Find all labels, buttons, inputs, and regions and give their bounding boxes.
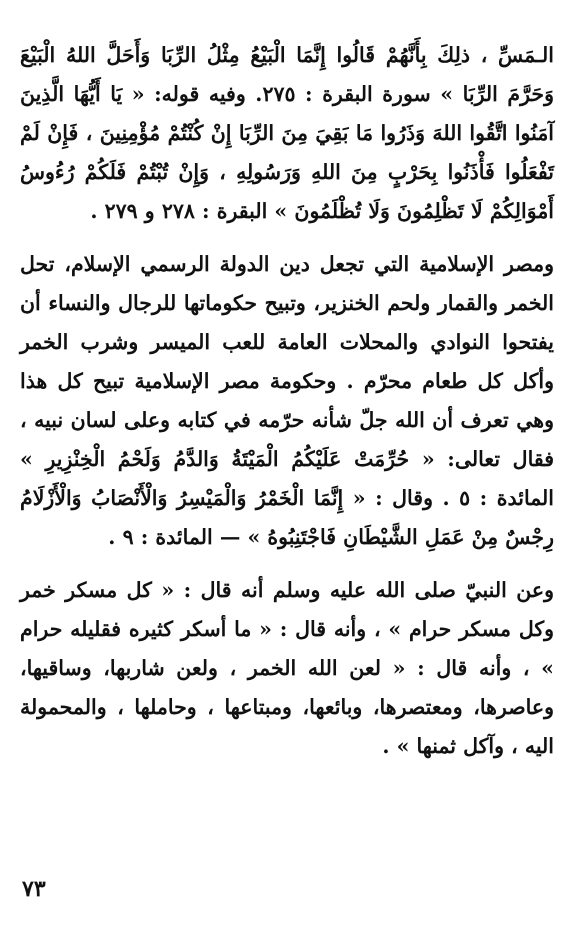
paragraph-quran-riba: الـمَسِّ ، ذلِكَ بِأَنَّهُمْ قَالُوا إِنَّمَا الْبَيْعُ مِثْلُ الرِّبَا وَأَحَلَّ اللهُ الْبَيْعَ وَحَرَّمَ الرِّبَا » سورة البقرة : ٢٧٥. وفيه قوله: « يَا أَيُّهَا الَّذِينَ آمَنُوا اتَّقُوا اللهَ وَذَرُوا مَا بَقِيَ مِنَ الرِّبَا إِنْ كُنْتُمْ مُؤْمِنِينَ ، فَإِنْ لَمْ تَفْعَلُوا فَأْذَنُوا بِحَرْبٍ مِنَ اللهِ وَرَسُولِهِ ، وَإِنْ تُبْتُمْ فَلَكُمْ رُءُوسُ أَمْوَالِكُمْ لَا تَظْلِمُونَ وَلَا تُظْلَمُونَ » البقرة : ٢٧٨ و ٢٧٩ . bbox=[20, 43, 554, 223]
paragraph-hadith-khamr: وعن النبيّ صلى الله عليه وسلم أنه قال : « كل مسكر خمر وكل مسكر حرام » ، وأنه قال : « ما أسكر كثيره فقليله حرام » ، وأنه قال : « لعن الله الخمر ، ولعن شاربها، وساقيها، وعاصرها، ومعتصرها، وبائعها، ومبتاعها ، وحاملها ، والمحمولة اليه ، وآكل ثمنها » . bbox=[20, 578, 554, 758]
page-number: ٧٣ bbox=[22, 876, 46, 902]
paragraph-egypt-prohibitions: ومصر الإسلامية التي تجعل دين الدولة الرسمي الإسلام، تحل الخمر والقمار ولحم الخنزير، وتبيح حكوماتها للرجال والنساء أن يفتحوا النوادي والمحلات العامة للعب الميسر وشرب الخمر وأكل كل طعام محرّم . وحكومة مصر الإسلامية تبيح كل هذا وهي تعرف أن الله جلّ شأنه حرّمه في كتابه وعلى لسان نبيه ، فقال تعالى: « حُرِّمَتْ عَلَيْكُمُ الْمَيْتَةُ وَالدَّمُ وَلَحْمُ الْخِنْزِيرِ » المائدة : ٥ . وقال : « إِنَّمَا الْخَمْرُ وَالْمَيْسِرُ وَالْأَنْصَابُ وَالْأَزْلَامُ رِجْسٌ مِنْ عَمَلِ الشَّيْطَانِ فَاجْتَنِبُوهُ » — المائدة : ٩ . bbox=[20, 252, 554, 549]
page-body bbox=[20, 36, 554, 766]
